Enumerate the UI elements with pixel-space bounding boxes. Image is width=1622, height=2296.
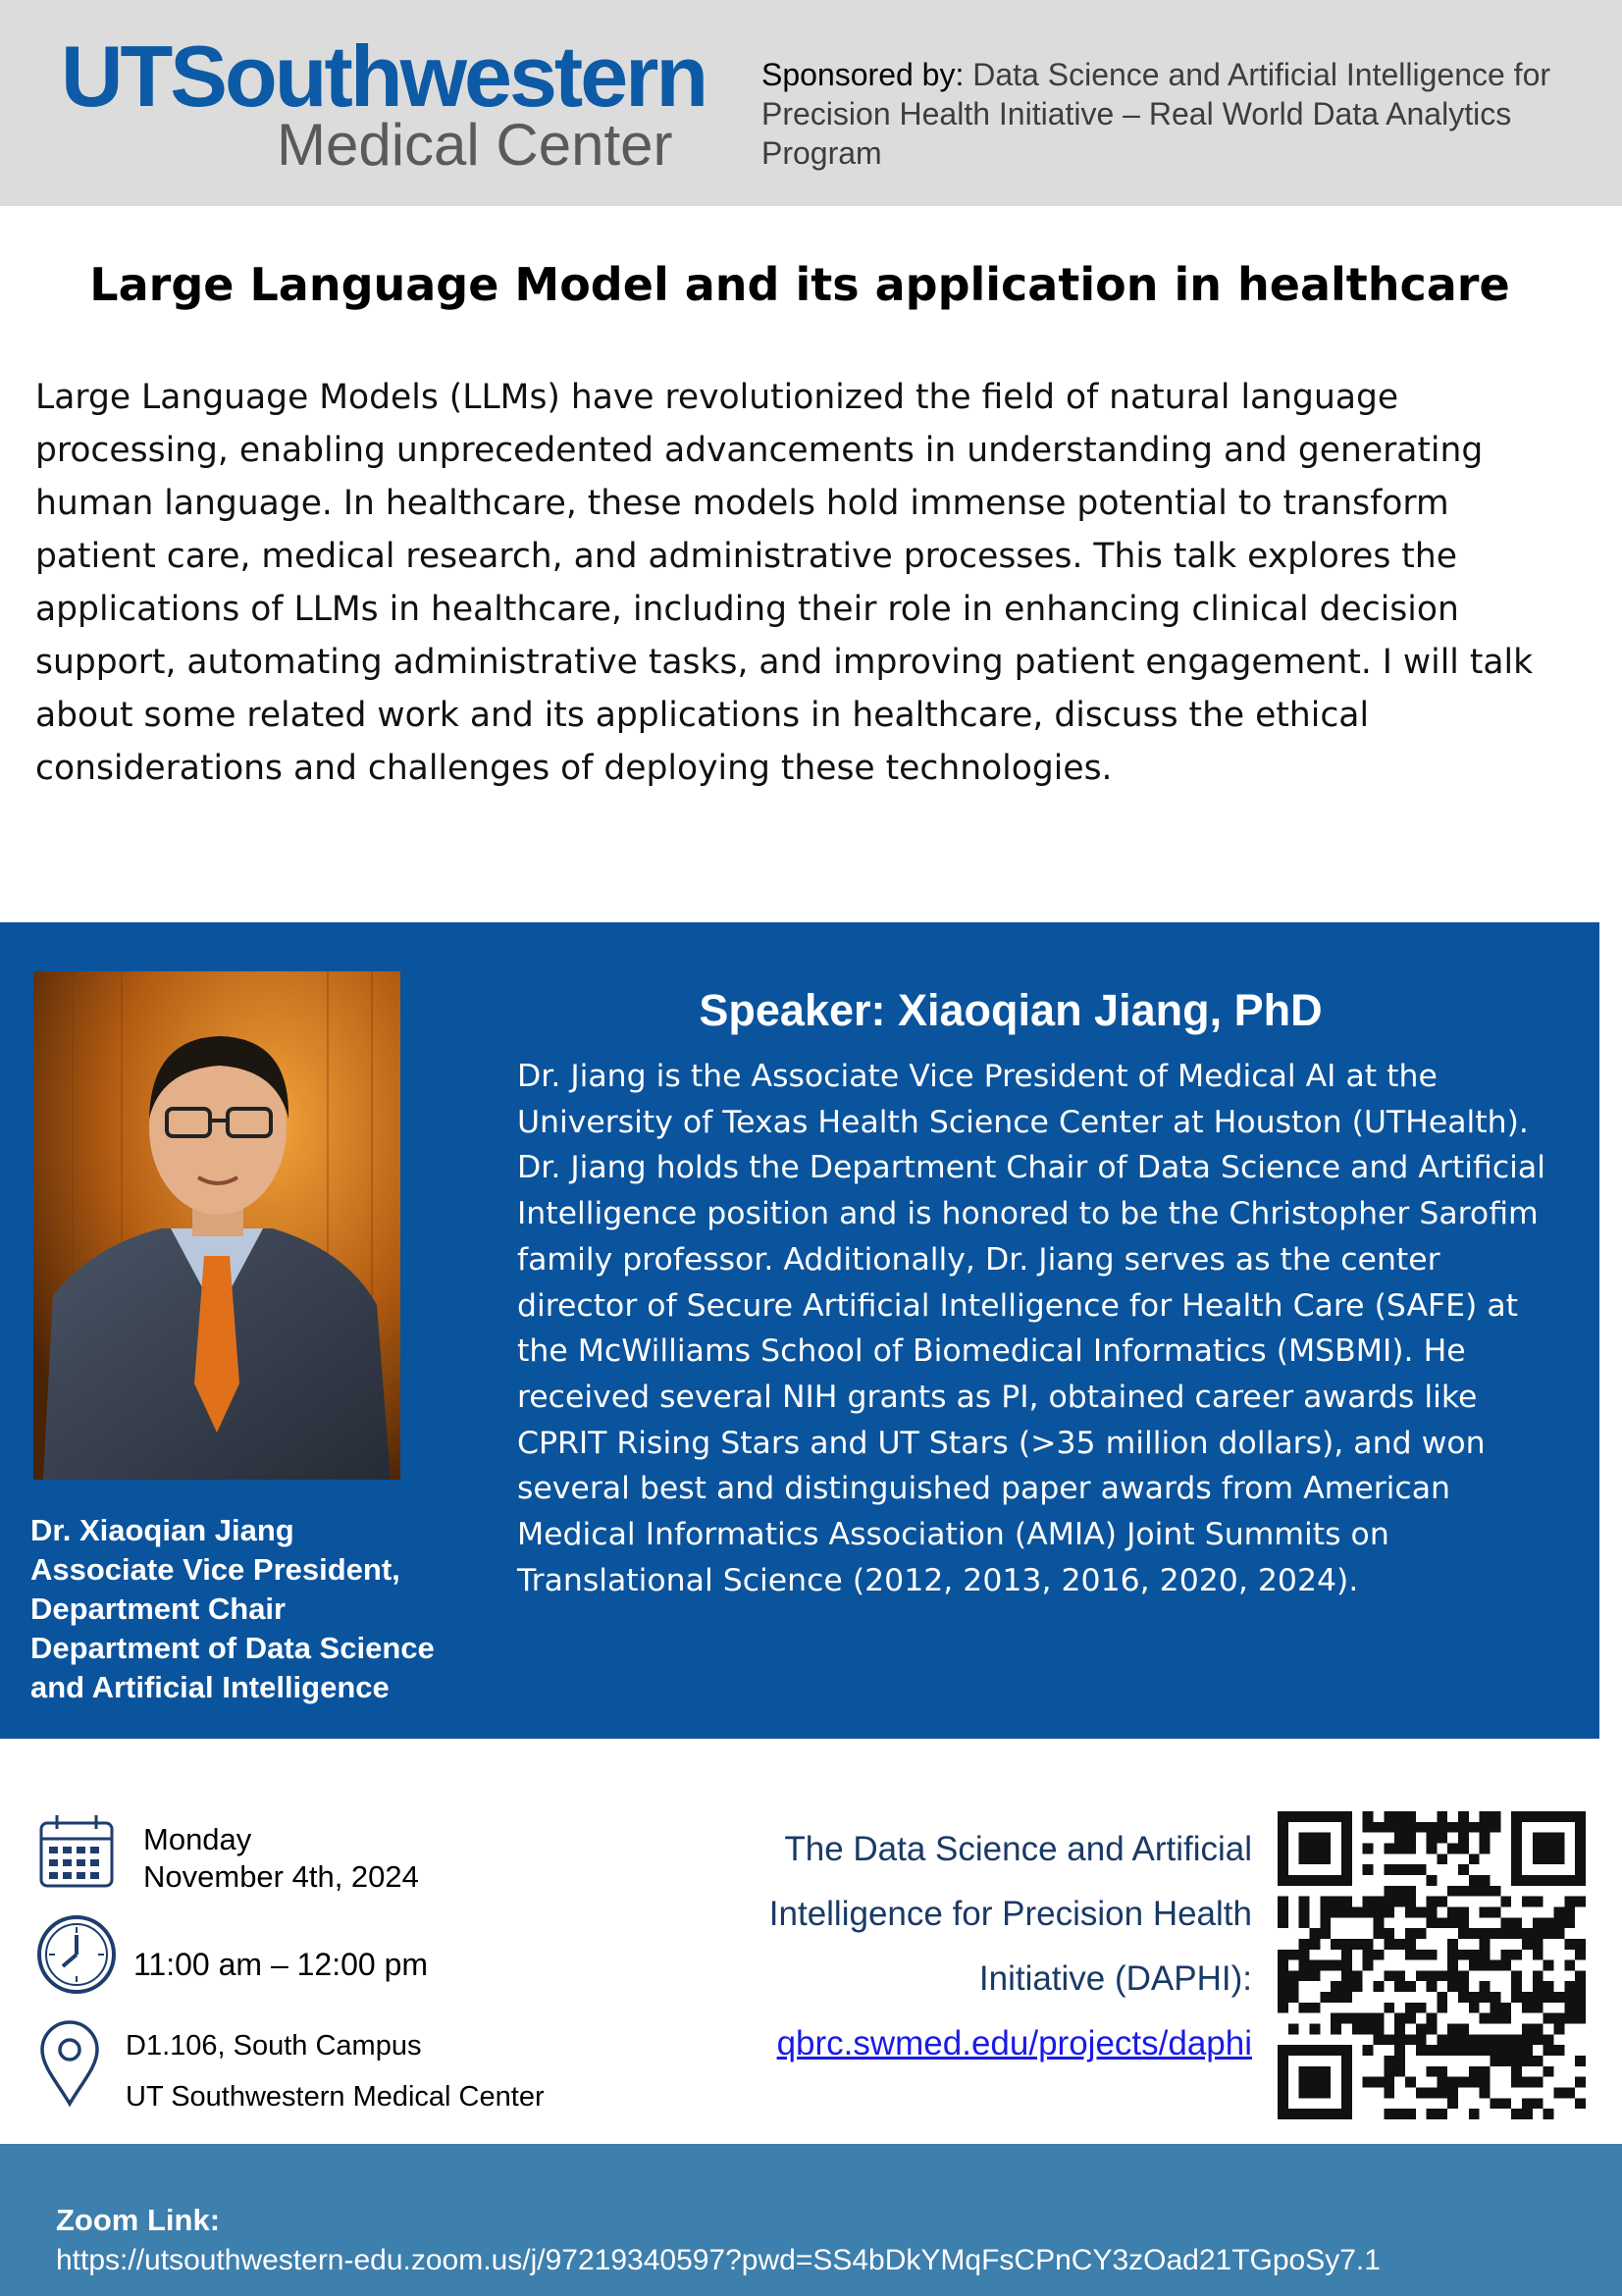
logo-subtitle: Medical Center	[277, 112, 673, 178]
qr-code[interactable]	[1278, 1811, 1586, 2119]
clock-icon	[35, 1913, 118, 1996]
event-time: 11:00 am – 12:00 pm	[133, 1947, 429, 1982]
abstract-text: Large Language Models (LLMs) have revolutionized the field of natural language processing, enabling unprecedented advancements in understanding and generating human language. In healthcare, these models hold immense potential to transform patient care, medical research, and administrative processes. This talk explores the applications of LLMs in healthcare, including their role in enhancing clinical decision support, automating administrative tasks, and improving patient engagement. I will talk about some related work and its applications in healthcare, discuss the ethical considerations and challenges of deploying these technologies.	[35, 378, 1534, 788]
speaker-caption-role: Department Chair	[30, 1592, 287, 1626]
speaker-caption-title: Associate Vice President,	[30, 1552, 400, 1587]
speaker-bio: Dr. Jiang is the Associate Vice President of Medical AI at the University of Texas Health Science Center at Houston (UTHealth). Dr. Jiang holds the Department Chair of Data Science and Artificial Intelligence position and is honored to be the Christopher Sarofim family professor. Additionally, Dr. Jiang serves as the center director of Secure Artificial Intelligence for Health Care (SAFE) at the McWilliams School of Biomedical Informatics (MSBMI). He received several NIH grants as PI, obtained career awards like CPRIT Rising Stars and UT Stars (>35 million dollars), and won several best and distinguished paper awards from American Medical Informatics Association (AMIA) Joint Summits on Translational Science (2012, 2013, 2016, 2020, 2024).	[517, 1059, 1545, 1598]
speaker-photo	[33, 971, 400, 1480]
zoom-link[interactable]: https://utsouthwestern-edu.zoom.us/j/97219340597?pwd=SS4bDkYMqFsCPnCY3zOad21TGpoSy7.1	[56, 2244, 1381, 2276]
daphi-line-3: Initiative (DAPHI):	[978, 1959, 1252, 1998]
sponsor-text	[761, 55, 1566, 173]
speaker-caption-dept: Department of Data Science	[30, 1631, 435, 1665]
daphi-line-2: Intelligence for Precision Health	[768, 1895, 1252, 1933]
calendar-icon	[37, 1811, 116, 1890]
location-pin-icon	[37, 2019, 102, 2108]
page-title: Large Language Model and its application in healthcare	[89, 258, 1510, 311]
event-date: November 4th, 2024	[143, 1859, 419, 1894]
daphi-info	[667, 1817, 1252, 2076]
daphi-link[interactable]: qbrc.swmed.edu/projects/daphi	[776, 2024, 1252, 2062]
speaker-caption-name: Dr. Xiaoqian Jiang	[30, 1513, 294, 1547]
zoom-label: Zoom Link:	[56, 2203, 221, 2237]
logo-wordmark: UTSouthwestern	[61, 27, 706, 125]
event-location-campus: UT Southwestern Medical Center	[126, 2081, 545, 2113]
event-day: Monday	[143, 1822, 252, 1856]
event-location-room: D1.106, South Campus	[126, 2030, 422, 2061]
speaker-caption-dept-cont: and Artificial Intelligence	[30, 1670, 390, 1704]
sponsor-name: Data Science and Artificial Intelligence for Precision Health Initiative – Real World Data Analytics Program	[761, 57, 1551, 171]
sponsor-label: Sponsored by:	[761, 57, 965, 92]
daphi-line-1: The Data Science and Artificial	[784, 1830, 1252, 1868]
speaker-heading: Speaker: Xiaoqian Jiang, PhD	[699, 985, 1323, 1035]
speaker-caption	[30, 1511, 492, 1707]
